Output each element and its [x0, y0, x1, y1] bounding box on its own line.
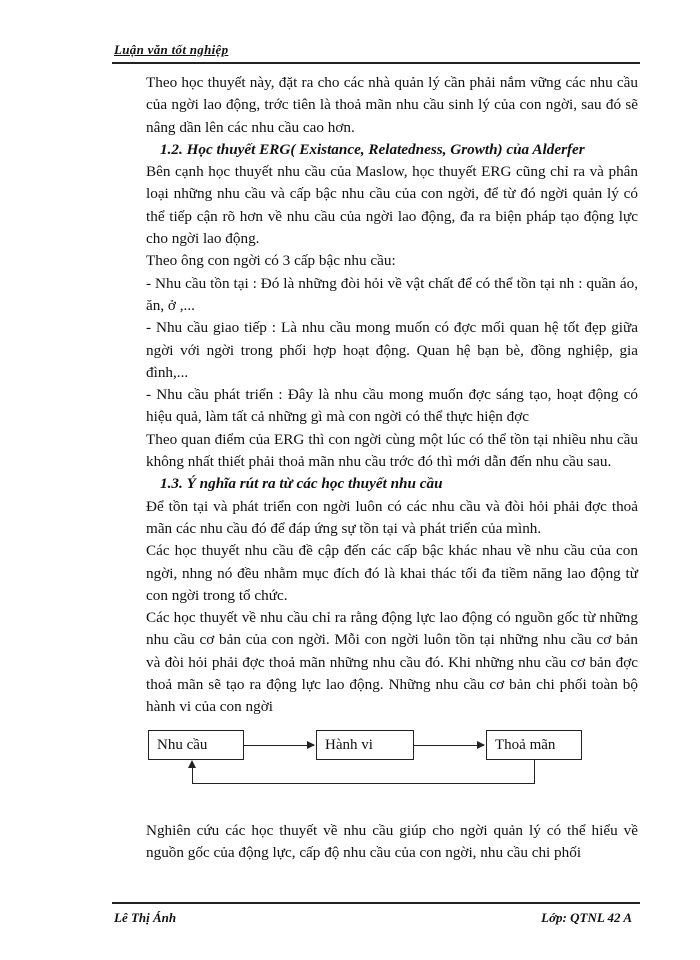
feedback-line	[192, 768, 193, 784]
arrow-behavior-to-satisfaction	[414, 745, 484, 746]
needs-behavior-diagram	[146, 730, 638, 806]
section-heading-1-2: 1.2. Học thuyết ERG( Existance, Relatedness, Growth) của Alderfer	[160, 140, 585, 158]
list-item: - Nhu cầu phát triển : Đây là nhu cầu mong muốn đợc sáng tạo, hoạt động có hiệu quả, làm tất cả những gì mà con ngời có thể thực hiện đợc	[146, 386, 638, 426]
document-body	[146, 72, 638, 864]
footer-class: Lớp: QTNL 42 A	[541, 910, 632, 925]
list-item: - Nhu cầu giao tiếp : Là nhu cầu mong muốn có đợc mối quan hệ tốt đẹp giữa ngời với ngời trong phối hợp hoạt động. Quan hệ bạn bè, đồng nghiệp, gia đình,...	[146, 319, 638, 381]
paragraph: Theo học thuyết này, đặt ra cho các nhà quản lý cần phải nắm vững các nhu cầu của ngời lao động, trớc tiên là thoả mãn nhu cầu sinh lý của con ngời, sau đó sẽ nâng dần lên các nhu cầu cao hơn.	[146, 74, 638, 136]
paragraph: Để tồn tại và phát triển con ngời luôn có các nhu cầu và đòi hỏi phải đợc thoả mãn các nhu cầu đó để đáp ứng sự tồn tại và phát triển của mình.	[146, 497, 638, 537]
paragraph: Bên cạnh học thuyết nhu cầu của Maslow, học thuyết ERG cũng chỉ ra và phân loại những nhu cầu và cấp bậc nhu cầu của con ngời, để từ đó ngời quản lý có thể tiếp cận rõ hơn về nhu cầu của ngời lao động, đa ra biện pháp tạo động lực cho ngời lao động.	[146, 163, 638, 248]
page-header	[112, 42, 640, 64]
paragraph: Theo quan điểm của ERG thì con ngời cùng một lúc có thể tồn tại nhiều nhu cầu không nhất thiết phải thoả mãn nhu cầu trớc đó thì mới dẫn đến nhu cầu sau.	[146, 430, 638, 471]
box-needs: Nhu cầu	[148, 730, 244, 760]
footer-author: Lê Thị Ánh	[114, 910, 177, 925]
box-satisfaction: Thoả mãn	[486, 730, 582, 760]
page-footer	[112, 902, 640, 930]
header-title: Luận văn tốt nghiệp	[114, 42, 229, 57]
box-behavior: Hành vi	[316, 730, 414, 760]
list-item: - Nhu cầu tồn tại : Đó là những đòi hỏi về vật chất để có thể tồn tại nh : quần áo, ăn, ở ,...	[146, 274, 638, 314]
feedback-arrowhead	[188, 760, 196, 768]
section-heading-1-3: 1.3. Ý nghĩa rút ra từ các học thuyết nhu cầu	[160, 475, 443, 493]
feedback-line	[192, 783, 535, 784]
feedback-line	[534, 760, 535, 783]
paragraph: Theo ông con ngời có 3 cấp bậc nhu cầu:	[146, 252, 396, 270]
paragraph: Các học thuyết về nhu cầu chỉ ra rằng động lực lao động có nguồn gốc từ những nhu cầu cơ bản của con ngời. Mỗi con ngời luôn tồn tại những nhu cầu cơ bản và đòi hỏi phải đợc thoả mãn những nhu cầu đó. Khi những nhu cầu cơ bản đợc thoả mãn sẽ tạo ra động lực lao động. Những nhu cầu cơ bản chi phối toàn bộ hành vi của con ngời	[146, 609, 638, 716]
arrow-needs-to-behavior	[244, 745, 314, 746]
paragraph: Các học thuyết nhu cầu đề cập đến các cấp bậc khác nhau về nhu cầu của con ngời, nhng nó đều nhằm mục đích đó là khai thác tối đa tiềm năng lao động từ con ngời trong tổ chức.	[146, 542, 638, 604]
paragraph: Nghiên cứu các học thuyết về nhu cầu giúp cho ngời quản lý có thể hiểu về nguồn gốc của động lực, cấp độ nhu cầu của con ngời, nhu cầu chi phối	[146, 821, 638, 861]
